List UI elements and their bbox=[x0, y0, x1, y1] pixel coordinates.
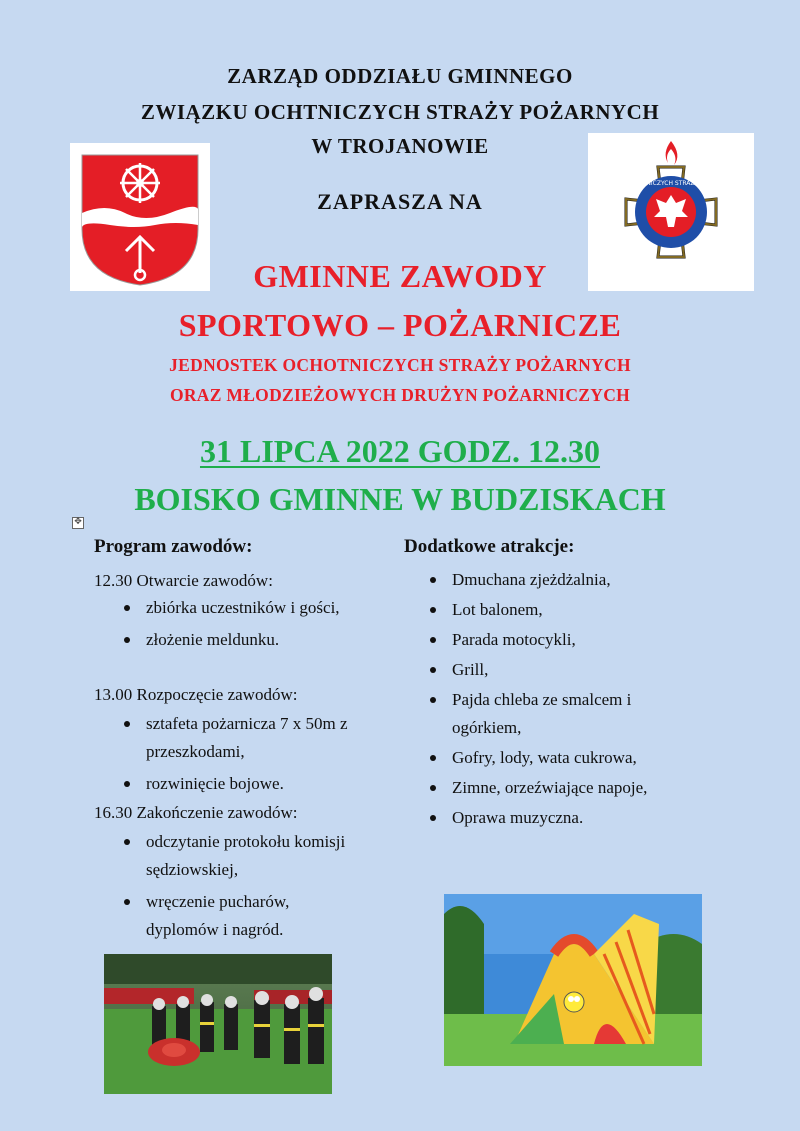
table-move-handle-icon[interactable]: ✥ bbox=[72, 517, 84, 529]
list-item: Parada motocykli, bbox=[426, 626, 706, 654]
inflatable-slide-icon bbox=[444, 894, 702, 1066]
organizer-line-2: ZWIĄZKU OCHTNICZYCH STRAŻY POŻARNYCH bbox=[140, 100, 660, 124]
program-time-1: 12.30 Otwarcie zawodów: bbox=[94, 571, 273, 590]
list-item: Dmuchana zjeżdżalnia, bbox=[426, 566, 706, 594]
list-item: sztafeta pożarnicza 7 x 50m z przeszkodami, bbox=[120, 710, 400, 766]
list-item: Grill, bbox=[426, 656, 706, 684]
firefighters-photo bbox=[104, 954, 332, 1094]
list-item: Gofry, lody, wata cukrowa, bbox=[426, 744, 706, 772]
program-column bbox=[94, 536, 394, 558]
program-list-3 bbox=[120, 828, 350, 944]
firefighters-photo-icon bbox=[104, 954, 332, 1094]
list-item: odczytanie protokołu komisji sędziowskiej, bbox=[120, 828, 350, 884]
title-line-1: GMINNE ZAWODY bbox=[253, 258, 547, 294]
program-title: Program zawodów: bbox=[94, 536, 253, 557]
program-time-3: 16.30 Zakończenie zawodów: bbox=[94, 803, 298, 822]
program-time-2: 13.00 Rozpoczęcie zawodów: bbox=[94, 685, 298, 704]
program-list-2 bbox=[120, 710, 400, 798]
subtitle-line-1: JEDNOSTEK OCHOTNICZYCH STRAŻY POŻARNYCH bbox=[169, 355, 631, 375]
logo-ring-text: ZWIĄZEK OCHOTNICZYCH STRAŻY POŻARNYCH RP bbox=[594, 180, 748, 187]
subtitle-line-2: ORAZ MŁODZIEŻOWYCH DRUŻYN POŻARNICZYCH bbox=[169, 385, 631, 405]
list-item: zbiórka uczestników i gości, bbox=[120, 594, 340, 622]
attractions-title: Dodatkowe atrakcje: bbox=[404, 536, 575, 557]
event-date bbox=[0, 433, 800, 470]
title-line-2: SPORTOWO – POŻARNICZE bbox=[178, 307, 622, 343]
list-item: wręczenie pucharów, dyplomów i nagród. bbox=[120, 888, 350, 944]
organizer-line-3: W TROJANOWIE bbox=[311, 134, 489, 158]
list-item: Oprawa muzyczna. bbox=[426, 804, 706, 832]
list-item: Zimne, orzeźwiające napoje, bbox=[426, 774, 662, 802]
program-section-1 bbox=[94, 566, 394, 596]
program-list-1 bbox=[120, 594, 340, 654]
list-item: Pajda chleba ze smalcem i ogórkiem, bbox=[426, 686, 682, 742]
list-item: rozwinięcie bojowe. bbox=[120, 770, 400, 798]
inflatable-slide-photo bbox=[444, 894, 702, 1066]
organizer-line-1: ZARZĄD ODDZIAŁU GMINNEGO bbox=[227, 64, 573, 88]
list-item: Lot balonem, bbox=[426, 596, 706, 624]
invitation-text: ZAPRASZA NA bbox=[317, 189, 483, 214]
event-date-text: 31 LIPCA 2022 GODZ. 12.30 bbox=[199, 433, 601, 469]
list-item: złożenie meldunku. bbox=[120, 626, 340, 654]
attractions-list bbox=[426, 566, 706, 832]
event-place: BOISKO GMINNE W BUDZISKACH bbox=[134, 481, 666, 517]
